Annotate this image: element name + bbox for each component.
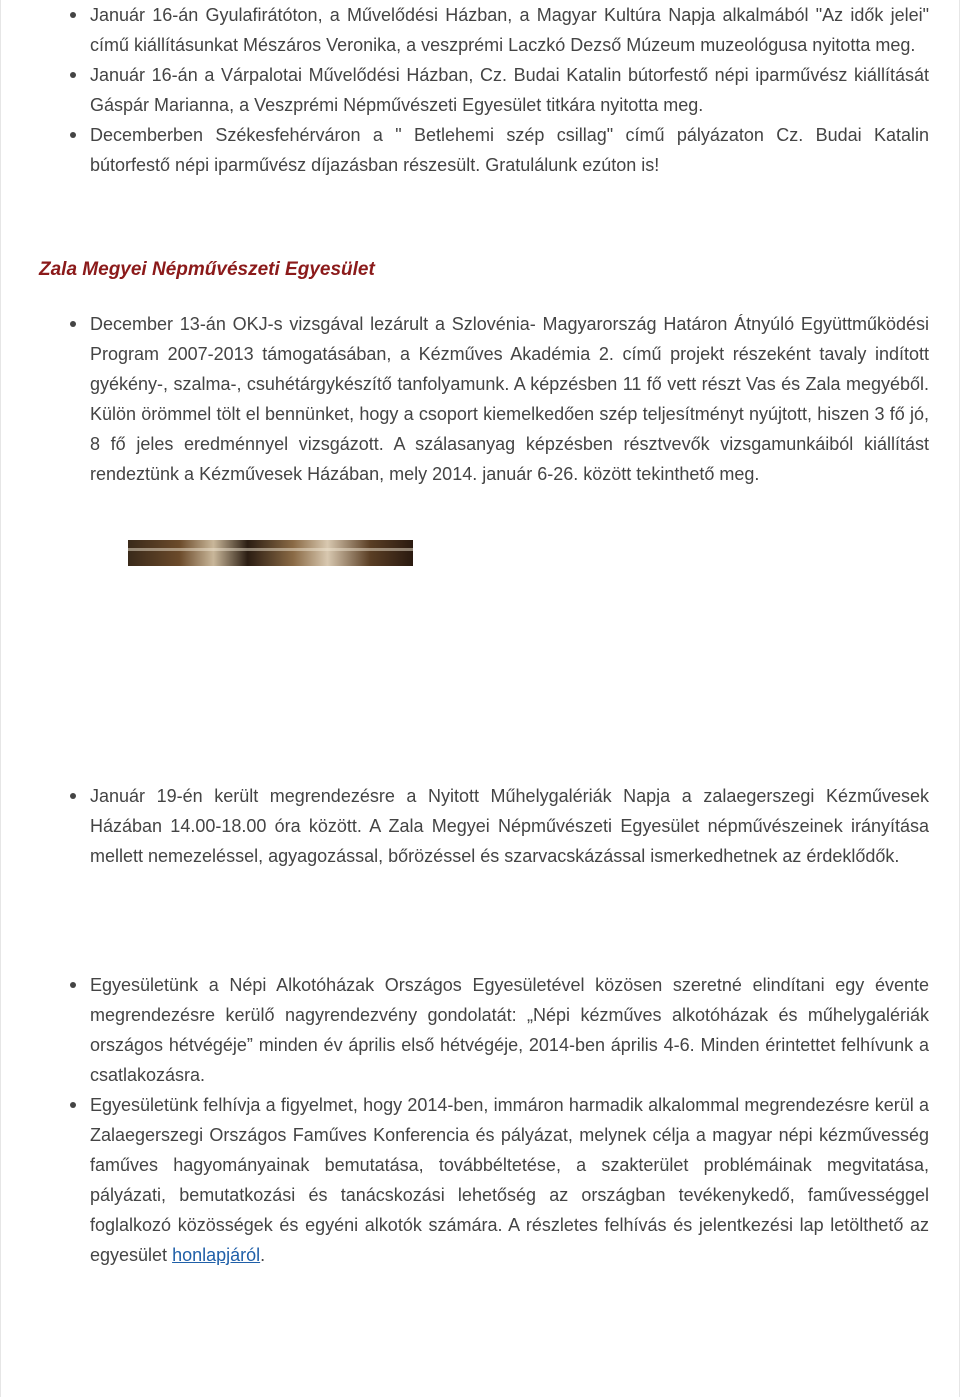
section-heading: Zala Megyei Népművészeti Egyesület: [39, 259, 375, 280]
news-list-3: [90, 781, 929, 871]
list-item-tail: .: [260, 1245, 266, 1265]
list-item: [90, 1090, 929, 1270]
list-item: Január 16-án Gyulafirátóton, a Művelődési Házban, a Magyar Kultúra Napja alkalmából "Az idők jelei" című kiállításunkat Mészáros Veronika, a veszprémi Laczkó Dezső Múzeum muzeológusa nyitotta meg.: [90, 0, 929, 60]
list-item: December 13-án OKJ-s vizsgával lezárult a Szlovénia- Magyarország Határon Átnyúló Együttműködési Program 2007-2013 támogatásában, a Kézműves Akadémia 2. című projekt részeként tavaly indított gyékény-, szalma-, csuhétárgykészítő tanfolyamunk. A képzésben 11 fő vett részt Vas és Zala megyéből. Külön örömmel tölt el bennünket, hogy a csoport kiemelkedően szép teljesítményt nyújtott, hiszen 3 fő jó, 8 fő jeles eredménnyel vizsgázott. A szálasanyag képzésben résztvevők vizsgamunkáiból kiállítást rendeztünk a Kézművesek Házában, mely 2014. január 6-26. között tekinthető meg.: [90, 309, 929, 489]
event-photo: [128, 540, 413, 566]
homepage-link[interactable]: honlapjáról: [172, 1245, 261, 1265]
news-list-2: [90, 309, 929, 489]
list-item: Január 16-án a Várpalotai Művelődési Házban, Cz. Budai Katalin bútorfestő népi iparművész kiállítását Gáspár Marianna, a Veszprémi Népművészeti Egyesület titkára nyitotta meg.: [90, 60, 929, 120]
news-list-4: [90, 970, 929, 1270]
list-item-text: Egyesületünk felhívja a figyelmet, hogy 2014-ben, immáron harmadik alkalommal megrendezésre kerül a Zalaegerszegi Országos Faműves Konferencia és pályázat, melynek célja a magyar népi kézművesség faműves hagyományainak bemutatása, továbbéltetése, a szakterület problémáinak megvitatása, pályázati, bemutatkozási és tanácskozási lehetőség az országban tevékenykedő, faművességgel foglalkozó közösségek és egyéni alkotók számára. A részletes felhívás és jelentkezési lap letölthető az egyesület: [90, 1095, 929, 1265]
list-item: Decemberben Székesfehérváron a " Betlehemi szép csillag" című pályázaton Cz. Budai Katalin bútorfestő népi iparművész díjazásban részesült. Gratulálunk ezúton is!: [90, 120, 929, 180]
list-item: Egyesületünk a Népi Alkotóházak Országos Egyesületével közösen szeretné elindítani egy évente megrendezésre kerülő nagyrendezvény gondolatát: „Népi kézműves alkotóházak és műhelygalériák országos hétvégéje” minden év április első hétvégéje, 2014-ben április 4-6. Minden érintettet felhívunk a csatlakozásra.: [90, 970, 929, 1090]
list-item: Január 19-én került megrendezésre a Nyitott Műhelygalériák Napja a zalaegerszegi Kézművesek Házában 14.00-18.00 óra között. A Zala Megyei Népművészeti Egyesület népművészeinek irányítása mellett nemezeléssel, agyagozással, bőrözéssel és szarvacskázással ismerkedhetnek az érdeklődők.: [90, 781, 929, 871]
news-list-1: [90, 0, 929, 180]
